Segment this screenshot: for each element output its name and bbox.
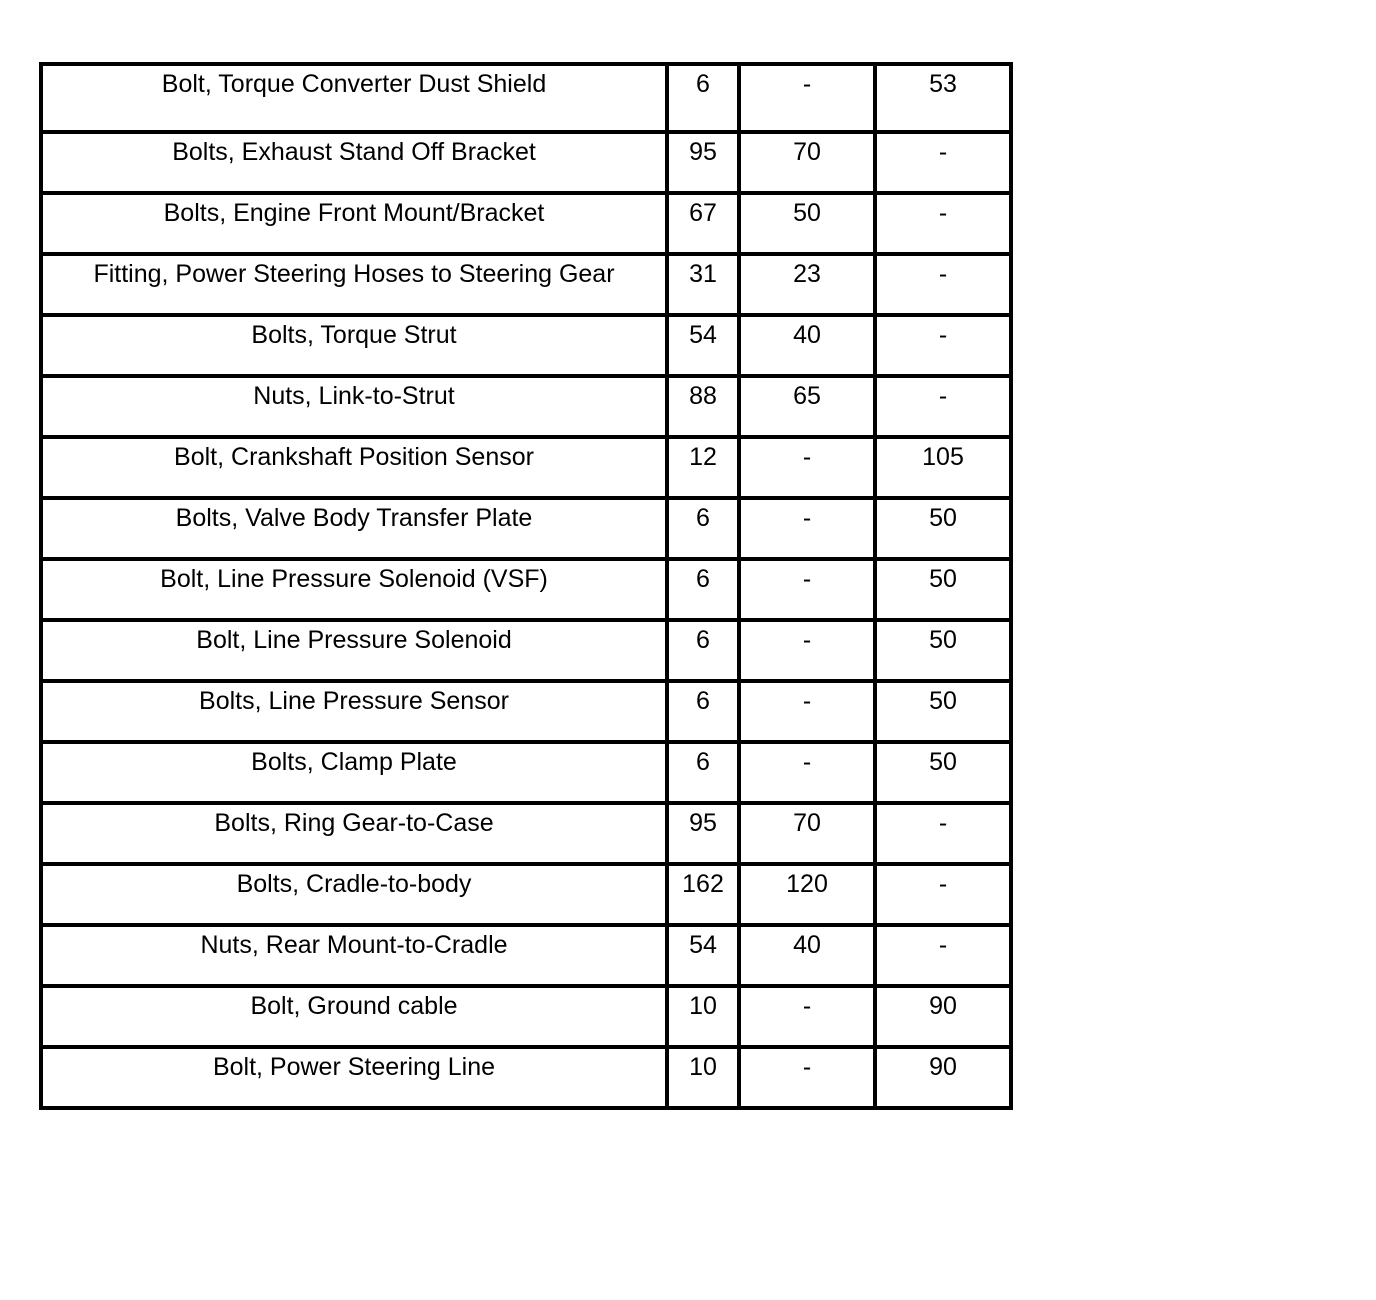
torque-specification-table (39, 62, 1013, 1110)
torque-nm-cell: 88 (667, 376, 739, 437)
fastener-description-cell: Bolts, Valve Body Transfer Plate (41, 498, 667, 559)
fastener-description-cell: Bolts, Exhaust Stand Off Bracket (41, 132, 667, 193)
torque-lbin-cell: - (875, 925, 1011, 986)
torque-nm-cell: 6 (667, 620, 739, 681)
table-row (41, 315, 1011, 376)
torque-nm-cell: 6 (667, 559, 739, 620)
torque-nm-cell: 54 (667, 315, 739, 376)
torque-lbft-cell: 120 (739, 864, 875, 925)
torque-nm-cell: 12 (667, 437, 739, 498)
table-row (41, 132, 1011, 193)
table-row (41, 803, 1011, 864)
torque-nm-cell: 31 (667, 254, 739, 315)
torque-lbin-cell: - (875, 315, 1011, 376)
fastener-description-cell: Nuts, Link-to-Strut (41, 376, 667, 437)
torque-nm-cell: 6 (667, 498, 739, 559)
torque-lbin-cell: 50 (875, 742, 1011, 803)
fastener-description-cell: Bolts, Line Pressure Sensor (41, 681, 667, 742)
torque-lbft-cell: - (739, 620, 875, 681)
torque-lbin-cell: 50 (875, 559, 1011, 620)
fastener-description-cell: Nuts, Rear Mount-to-Cradle (41, 925, 667, 986)
torque-nm-cell: 54 (667, 925, 739, 986)
torque-lbin-cell: - (875, 132, 1011, 193)
torque-nm-cell: 95 (667, 803, 739, 864)
table-row (41, 864, 1011, 925)
torque-lbft-cell: - (739, 64, 875, 132)
torque-lbin-cell: - (875, 864, 1011, 925)
torque-lbin-cell: - (875, 254, 1011, 315)
torque-lbft-cell: - (739, 742, 875, 803)
torque-nm-cell: 6 (667, 64, 739, 132)
torque-lbft-cell: - (739, 986, 875, 1047)
table-row (41, 559, 1011, 620)
torque-lbft-cell: - (739, 681, 875, 742)
torque-lbft-cell: - (739, 1047, 875, 1108)
fastener-description-cell: Bolt, Line Pressure Solenoid (41, 620, 667, 681)
torque-nm-cell: 10 (667, 986, 739, 1047)
fastener-description-cell: Bolt, Power Steering Line (41, 1047, 667, 1108)
table-row (41, 620, 1011, 681)
torque-lbin-cell: 53 (875, 64, 1011, 132)
torque-nm-cell: 95 (667, 132, 739, 193)
torque-lbft-cell: 50 (739, 193, 875, 254)
table-row (41, 1047, 1011, 1108)
torque-lbft-cell: 70 (739, 803, 875, 864)
table-row (41, 742, 1011, 803)
fastener-description-cell: Bolts, Engine Front Mount/Bracket (41, 193, 667, 254)
torque-lbin-cell: 50 (875, 620, 1011, 681)
table-row (41, 498, 1011, 559)
table-row (41, 64, 1011, 132)
torque-lbft-cell: 23 (739, 254, 875, 315)
torque-lbft-cell: - (739, 498, 875, 559)
torque-nm-cell: 67 (667, 193, 739, 254)
torque-nm-cell: 162 (667, 864, 739, 925)
torque-lbin-cell: - (875, 376, 1011, 437)
table-row (41, 681, 1011, 742)
torque-lbft-cell: - (739, 437, 875, 498)
table-row (41, 437, 1011, 498)
fastener-description-cell: Bolts, Clamp Plate (41, 742, 667, 803)
torque-nm-cell: 6 (667, 742, 739, 803)
table-row (41, 376, 1011, 437)
fastener-description-cell: Bolt, Ground cable (41, 986, 667, 1047)
torque-lbft-cell: 40 (739, 925, 875, 986)
fastener-description-cell: Bolt, Line Pressure Solenoid (VSF) (41, 559, 667, 620)
table-row (41, 254, 1011, 315)
fastener-description-cell: Bolts, Cradle-to-body (41, 864, 667, 925)
torque-lbin-cell: 90 (875, 986, 1011, 1047)
fastener-description-cell: Bolt, Torque Converter Dust Shield (41, 64, 667, 132)
torque-lbin-cell: 50 (875, 681, 1011, 742)
torque-lbin-cell: 105 (875, 437, 1011, 498)
torque-lbft-cell: 70 (739, 132, 875, 193)
fastener-description-cell: Bolts, Ring Gear-to-Case (41, 803, 667, 864)
table-row (41, 986, 1011, 1047)
torque-lbin-cell: 90 (875, 1047, 1011, 1108)
table-row (41, 925, 1011, 986)
torque-lbft-cell: 40 (739, 315, 875, 376)
table-body (41, 64, 1011, 1108)
torque-nm-cell: 6 (667, 681, 739, 742)
table-row (41, 193, 1011, 254)
torque-nm-cell: 10 (667, 1047, 739, 1108)
torque-lbin-cell: - (875, 193, 1011, 254)
torque-lbin-cell: 50 (875, 498, 1011, 559)
fastener-description-cell: Fitting, Power Steering Hoses to Steering Gear (41, 254, 667, 315)
torque-lbft-cell: 65 (739, 376, 875, 437)
fastener-description-cell: Bolts, Torque Strut (41, 315, 667, 376)
fastener-description-cell: Bolt, Crankshaft Position Sensor (41, 437, 667, 498)
torque-lbin-cell: - (875, 803, 1011, 864)
torque-lbft-cell: - (739, 559, 875, 620)
